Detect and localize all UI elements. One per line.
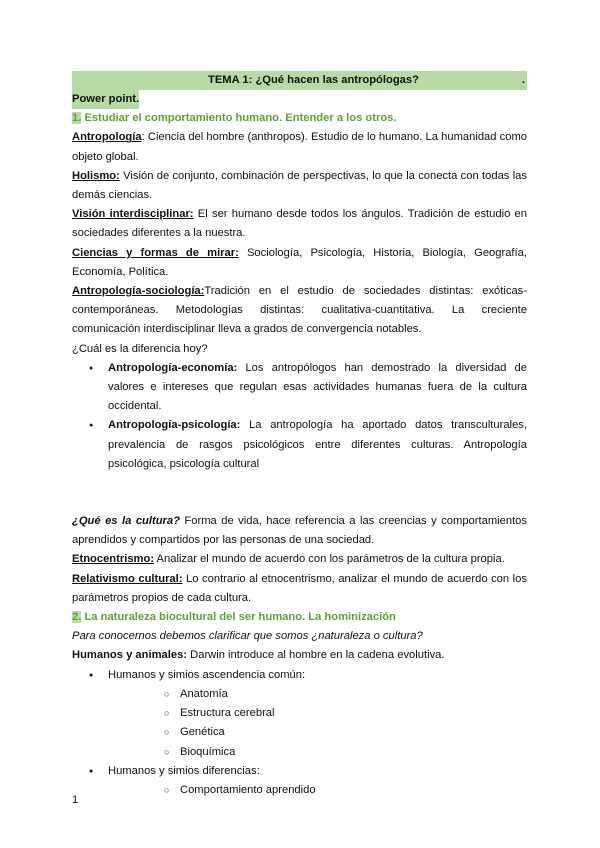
document-title: TEMA 1: ¿Qué hacen las antropólogas?	[208, 74, 419, 86]
list-item: ● Antropología-economía: Los antropólogos han demostrado la diversidad de valores e intereses que regulan esas actividades humanas fuera de la cultura occidental.	[72, 359, 527, 417]
list-item: ○ Genética	[108, 723, 527, 742]
document-title-bar	[72, 71, 527, 90]
question-line: ¿Cuál es la diferencia hoy?	[72, 342, 208, 355]
list-item: ● Antropología-psicología: La antropología ha aportado datos transculturales, prevalencia de rasgos psicológicos entre diferentes culturas. Antropología psicológica, psicología cultural	[72, 416, 527, 474]
list-item: ○ Anatomía	[108, 685, 527, 704]
humanos-animales: Humanos y animales: Darwin introduce al hombre en la cadena evolutiva.	[72, 649, 445, 662]
def-vision-interdisciplinar: Visión interdisciplinar: El ser humano desde todos los ángulos. Tradición de estudio en sociedades diferentes a la nuestra.	[72, 208, 527, 240]
def-relativismo: Relativismo cultural: Lo contrario al etnocentrismo, analizar el mundo de acuerdo con los parámetros propios de cada cultura.	[72, 572, 527, 604]
title-dot: .	[521, 74, 525, 86]
list-item: ● Humanos y simios ascendencia común: ○ Anatomía ○ Estructura cerebral ○ Genética ○ Bioquímica	[72, 666, 527, 762]
def-antropologia: Antropología: Ciencia del hombre (anthropos). Estudio de lo humano. La humanidad como objeto global.	[72, 131, 527, 163]
page-number: 1	[72, 794, 79, 806]
def-antropologia-sociologia: Antropología-sociología:Tradición en el estudio de sociedades distintas: exóticas-contemporáneas. Metodologías distintas: cualitativa-cuantitativa. La creciente comunicación interdisciplinar lleva a grados de convergencia notables.	[72, 285, 527, 336]
def-cultura: ¿Qué es la cultura? Forma de vida, hace referencia a las creencias y comportamientos aprendidos y compartidos por las personas de una sociedad.	[72, 515, 527, 547]
def-ciencias-formas: Ciencias y formas de mirar: Sociología, Psicología, Historia, Biología, Geografía, Economía, Política.	[72, 246, 527, 278]
humans-apes-list	[72, 666, 527, 800]
list-item: ○ Estructura cerebral	[108, 704, 527, 723]
def-etnocentrismo: Etnocentrismo: Analizar el mundo de acuerdo con los parámetros de la cultura propia.	[72, 553, 505, 566]
list-item: ○ Comportamiento aprendido	[108, 781, 527, 800]
list-item: ○ Bioquímica	[108, 743, 527, 762]
differences-list	[72, 359, 527, 474]
section-2-heading: 2. La naturaleza biocultural del ser humano. La hominización	[72, 611, 396, 624]
italic-question: Para conocernos debemos clarificar que somos ¿naturaleza o cultura?	[72, 630, 423, 643]
document-body	[72, 71, 527, 800]
power-point-label: Power point.	[72, 90, 139, 109]
list-item: ● Humanos y simios diferencias: ○ Comportamiento aprendido	[72, 762, 527, 800]
def-holismo: Holismo: Visión de conjunto, combinación de perspectivas, lo que la conecta con todas las demás ciencias.	[72, 169, 527, 202]
section-1-heading: 1. Estudiar el comportamiento humano. Entender a los otros.	[72, 112, 397, 125]
